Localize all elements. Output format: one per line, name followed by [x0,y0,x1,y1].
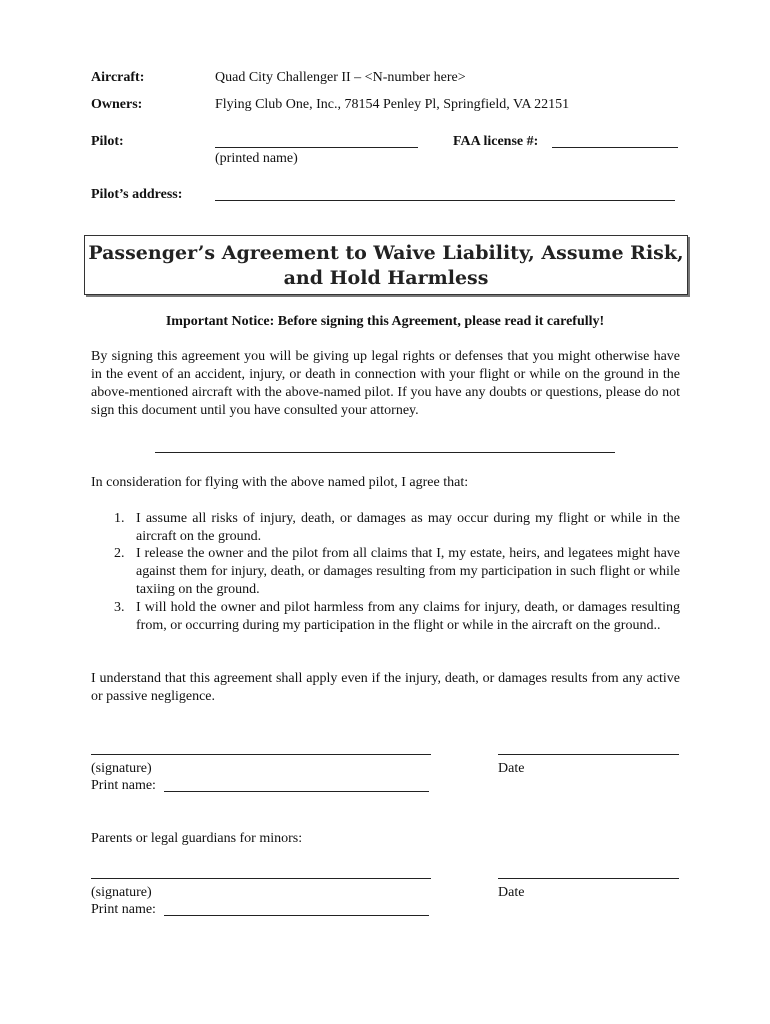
date-caption: Date [498,761,525,776]
owners-label: Owners: [91,97,143,112]
list-item: I assume all risks of injury, death, or damages as may occur during my flight or while in the aircraft on the ground. [136,511,680,544]
pilot-name-field[interactable] [215,147,418,148]
aircraft-label: Aircraft: [91,70,145,85]
list-number: 3. [114,600,125,615]
list-item: I release the owner and the pilot from all claims that I, my estate, heirs, and legatees might have against them for injury, death, or damages resulting from my participation in such flight or while taxiing on the ground. [136,546,680,597]
guardians-label: Parents or legal guardians for minors: [91,831,303,846]
consideration-text: In consideration for flying with the above named pilot, I agree that: [91,475,469,490]
guardian-signature-caption: (signature) [91,885,152,900]
guardian-date-caption: Date [498,885,525,900]
important-notice: Important Notice: Before signing this Agreement, please read it carefully! [165,314,605,329]
list-number: 1. [114,511,125,526]
document-title: Passenger’s Agreement to Waive Liability, Assume Risk, and Hold Harmless [88,242,684,289]
signature-caption: (signature) [91,761,152,776]
title-box [84,235,688,295]
print-name-field[interactable] [164,791,429,792]
guardian-date-line[interactable] [498,878,679,879]
guardian-print-name-label: Print name: [91,902,156,917]
divider-line [155,452,615,453]
faa-license-label: FAA license #: [453,134,539,149]
printed-name-caption: (printed name) [215,151,298,166]
guardian-print-name-field[interactable] [164,915,429,916]
guardian-signature-line[interactable] [91,878,431,879]
intro-paragraph: By signing this agreement you will be giving up legal rights or defenses that you might otherwise have in the event of an accident, injury, or death in connection with your flight or while on the ground in the above-mentioned aircraft with the above-named pilot. If you have any doubts or questions, please do not sign this document until you have consulted your attorney. [91,349,680,418]
signature-line[interactable] [91,754,431,755]
owners-value: Flying Club One, Inc., 78154 Penley Pl, Springfield, VA 22151 [215,97,570,112]
list-item: I will hold the owner and pilot harmless from any claims for injury, death, or damages resulting from, or occurring during my participation in the flight or while in the aircraft on the ground.. [136,600,680,633]
list-number: 2. [114,546,125,561]
understand-paragraph: I understand that this agreement shall apply even if the injury, death, or damages results from any active or passive negligence. [91,671,680,704]
print-name-label: Print name: [91,778,156,793]
pilot-address-field[interactable] [215,200,675,201]
faa-license-field[interactable] [552,147,678,148]
pilot-address-label: Pilot’s address: [91,187,183,202]
pilot-label: Pilot: [91,134,124,149]
date-line[interactable] [498,754,679,755]
aircraft-value: Quad City Challenger II – <N-number here> [215,70,466,85]
